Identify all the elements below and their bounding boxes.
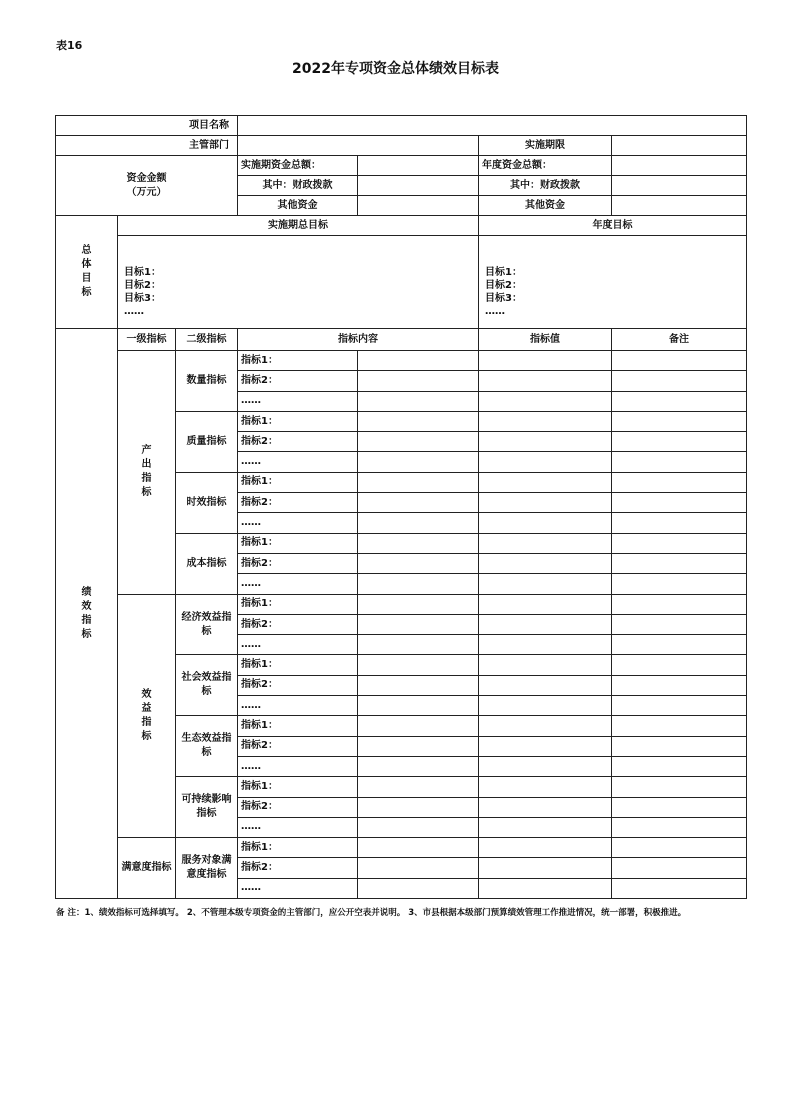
remark-cell[interactable]	[612, 411, 747, 431]
indicator-item-label: 指标1：	[238, 472, 358, 492]
period-total-label: 实施期资金总额：	[238, 156, 358, 176]
indicator-content-cell[interactable]	[358, 878, 479, 898]
level2-indicator: 生态效益指标	[176, 716, 238, 777]
dept-value[interactable]	[238, 136, 479, 156]
indicator-content-cell[interactable]	[358, 452, 479, 472]
indicator-item-label: 指标2：	[238, 797, 358, 817]
remark-cell[interactable]	[612, 838, 747, 858]
indicator-content-cell[interactable]	[358, 635, 479, 655]
performance-target-table	[55, 115, 747, 899]
indicator-value-cell[interactable]	[479, 675, 612, 695]
label-char: 益	[141, 702, 152, 714]
indicator-item-label: 指标2：	[238, 371, 358, 391]
goal-item: ……	[124, 306, 144, 317]
label-char: 总	[81, 245, 92, 256]
indicator-content-cell[interactable]	[358, 736, 479, 756]
indicator-item-label: ……	[238, 391, 358, 411]
remark-cell[interactable]	[612, 675, 747, 695]
indicator-item-label: ……	[238, 696, 358, 716]
performance-indicator-label	[56, 329, 118, 899]
label-char: 指	[81, 614, 92, 626]
indicator-item-label: 指标1：	[238, 351, 358, 371]
indicator-item-label: 指标1：	[238, 716, 358, 736]
indicator-content-cell[interactable]	[358, 411, 479, 431]
indicator-value-cell[interactable]	[479, 533, 612, 553]
indicator-item-label: ……	[238, 574, 358, 594]
indicator-item-label: 指标1：	[238, 411, 358, 431]
indicator-item-label: 指标2：	[238, 675, 358, 695]
remark-cell[interactable]	[612, 472, 747, 492]
indicator-value-cell[interactable]	[479, 655, 612, 675]
indicator-content-cell[interactable]	[358, 777, 479, 797]
header-remark: 备注	[612, 329, 747, 351]
header-value: 指标值	[479, 329, 612, 351]
indicator-content-cell[interactable]	[358, 351, 479, 371]
indicator-content-cell[interactable]	[358, 817, 479, 837]
indicator-value-cell[interactable]	[479, 777, 612, 797]
period-other-label: 其他资金	[238, 196, 358, 216]
level1-indicator	[118, 594, 176, 838]
label-char: 满意度指标	[121, 862, 172, 874]
indicator-item-label: 指标1：	[238, 655, 358, 675]
annual-other-value[interactable]	[612, 196, 747, 216]
level2-indicator: 可持续影响指标	[176, 777, 238, 838]
indicator-value-cell[interactable]	[479, 472, 612, 492]
header-level2: 二级指标	[176, 329, 238, 351]
indicator-item-label: 指标1：	[238, 838, 358, 858]
remark-cell[interactable]	[612, 391, 747, 411]
indicator-content-cell[interactable]	[358, 533, 479, 553]
indicator-item-label: 指标1：	[238, 594, 358, 614]
remark-cell[interactable]	[612, 614, 747, 634]
remark-cell[interactable]	[612, 432, 747, 452]
period-fiscal-value[interactable]	[358, 176, 479, 196]
label-char: 绩	[81, 586, 92, 598]
remark-cell[interactable]	[612, 594, 747, 614]
indicator-content-cell[interactable]	[358, 574, 479, 594]
remark-cell[interactable]	[612, 351, 747, 371]
project-name-label: 项目名称	[56, 116, 238, 136]
indicator-item-label: 指标2：	[238, 858, 358, 878]
goal-item: 目标2：	[485, 280, 522, 291]
remark-cell[interactable]	[612, 553, 747, 573]
indicator-value-cell[interactable]	[479, 391, 612, 411]
period-total-value[interactable]	[358, 156, 479, 176]
indicator-content-cell[interactable]	[358, 493, 479, 513]
indicator-content-cell[interactable]	[358, 838, 479, 858]
label-char: 标	[81, 628, 92, 640]
indicator-item-label: ……	[238, 635, 358, 655]
indicator-content-cell[interactable]	[358, 675, 479, 695]
indicator-value-cell[interactable]	[479, 614, 612, 634]
footnote: 备 注：1、绩效指标可选择填写。 2、不管理本级专项资金的主管部门，应公开空表并说明。 3、市县根据本级部门预算绩效管理工作推进情况，统一部署，积极推进。	[56, 908, 687, 918]
level2-indicator: 社会效益指标	[176, 655, 238, 716]
annual-fiscal-label: 其中：财政拨款	[479, 176, 612, 196]
remark-cell[interactable]	[612, 493, 747, 513]
remark-cell[interactable]	[612, 452, 747, 472]
remark-cell[interactable]	[612, 371, 747, 391]
goal-item: ……	[485, 306, 506, 317]
indicator-item-label: ……	[238, 878, 358, 898]
indicator-content-cell[interactable]	[358, 716, 479, 736]
level2-indicator: 质量指标	[176, 411, 238, 472]
remark-cell[interactable]	[612, 817, 747, 837]
indicator-value-cell[interactable]	[479, 553, 612, 573]
form-title: 2022年专项资金总体绩效目标表	[292, 61, 499, 77]
level2-indicator: 经济效益指标	[176, 594, 238, 655]
level2-indicator: 成本指标	[176, 533, 238, 594]
indicator-value-cell[interactable]	[479, 574, 612, 594]
header-content: 指标内容	[238, 329, 479, 351]
fund-amount-label	[56, 156, 238, 216]
goal-item: 目标1：	[124, 267, 161, 278]
annual-goal-header: 年度目标	[479, 216, 747, 236]
remark-cell[interactable]	[612, 777, 747, 797]
annual-other-label: 其他资金	[479, 196, 612, 216]
indicator-value-cell[interactable]	[479, 838, 612, 858]
remark-cell[interactable]	[612, 635, 747, 655]
label-char: 出	[141, 459, 152, 471]
indicator-value-cell[interactable]	[479, 696, 612, 716]
remark-cell[interactable]	[612, 655, 747, 675]
label-char: 指	[141, 473, 152, 485]
label-char: 体	[81, 259, 92, 270]
annual-total-value[interactable]	[612, 156, 747, 176]
indicator-content-cell[interactable]	[358, 696, 479, 716]
remark-cell[interactable]	[612, 878, 747, 898]
remark-cell[interactable]	[612, 797, 747, 817]
period-goal-content[interactable]	[118, 236, 479, 329]
label-char: 标	[81, 287, 92, 298]
indicator-content-cell[interactable]	[358, 391, 479, 411]
goal-item: 目标2：	[124, 280, 161, 291]
indicator-content-cell[interactable]	[358, 472, 479, 492]
header-level1: 一级指标	[118, 329, 176, 351]
indicator-value-cell[interactable]	[479, 756, 612, 776]
period-goal-header: 实施期总目标	[118, 216, 479, 236]
indicator-value-cell[interactable]	[479, 411, 612, 431]
indicator-content-cell[interactable]	[358, 614, 479, 634]
indicator-item-label: 指标2：	[238, 432, 358, 452]
label-char: 目	[81, 273, 92, 284]
label-char: 标	[141, 487, 152, 499]
indicator-content-cell[interactable]	[358, 797, 479, 817]
indicator-value-cell[interactable]	[479, 817, 612, 837]
fund-amount-text: 资金金额	[126, 172, 167, 184]
indicator-value-cell[interactable]	[479, 594, 612, 614]
remark-cell[interactable]	[612, 574, 747, 594]
level2-indicator: 数量指标	[176, 351, 238, 412]
indicator-item-label: 指标1：	[238, 533, 358, 553]
period-fiscal-label: 其中：财政拨款	[238, 176, 358, 196]
indicator-content-cell[interactable]	[358, 594, 479, 614]
remark-cell[interactable]	[612, 858, 747, 878]
label-char: 效	[141, 688, 152, 700]
indicator-item-label: ……	[238, 452, 358, 472]
indicator-value-cell[interactable]	[479, 452, 612, 472]
fund-unit-text: （万元）	[126, 186, 167, 198]
level1-indicator	[118, 838, 176, 899]
indicator-value-cell[interactable]	[479, 716, 612, 736]
remark-cell[interactable]	[612, 756, 747, 776]
indicator-value-cell[interactable]	[479, 493, 612, 513]
overall-goal-label	[56, 216, 118, 329]
indicator-content-cell[interactable]	[358, 432, 479, 452]
indicator-content-cell[interactable]	[358, 513, 479, 533]
goal-item: 目标3：	[124, 293, 161, 304]
period-label: 实施期限	[479, 136, 612, 156]
dept-label: 主管部门	[56, 136, 238, 156]
indicator-item-label: ……	[238, 817, 358, 837]
remark-cell[interactable]	[612, 736, 747, 756]
indicator-content-cell[interactable]	[358, 858, 479, 878]
level2-indicator: 服务对象满意度指标	[176, 838, 238, 899]
label-char: 标	[141, 730, 152, 742]
indicator-value-cell[interactable]	[479, 878, 612, 898]
annual-fiscal-value[interactable]	[612, 176, 747, 196]
indicator-value-cell[interactable]	[479, 797, 612, 817]
annual-total-label: 年度资金总额：	[479, 156, 612, 176]
remark-cell[interactable]	[612, 533, 747, 553]
goal-item: 目标1：	[485, 267, 522, 278]
annual-goal-content[interactable]	[479, 236, 747, 329]
label-char: 效	[81, 600, 92, 612]
indicator-content-cell[interactable]	[358, 655, 479, 675]
table-number: 表16	[56, 39, 83, 52]
level2-indicator: 时效指标	[176, 472, 238, 533]
indicator-item-label: ……	[238, 513, 358, 533]
indicator-value-cell[interactable]	[479, 371, 612, 391]
indicator-value-cell[interactable]	[479, 432, 612, 452]
remark-cell[interactable]	[612, 716, 747, 736]
period-value[interactable]	[612, 136, 747, 156]
goal-item: 目标3：	[485, 293, 522, 304]
indicator-value-cell[interactable]	[479, 736, 612, 756]
indicator-item-label: ……	[238, 756, 358, 776]
indicator-content-cell[interactable]	[358, 756, 479, 776]
indicator-item-label: 指标2：	[238, 736, 358, 756]
indicator-item-label: 指标2：	[238, 553, 358, 573]
indicator-item-label: 指标2：	[238, 493, 358, 513]
period-other-value[interactable]	[358, 196, 479, 216]
project-name-value[interactable]	[238, 116, 747, 136]
label-char: 产	[141, 445, 152, 457]
indicator-item-label: 指标1：	[238, 777, 358, 797]
level1-indicator	[118, 351, 176, 595]
label-char: 指	[141, 716, 152, 728]
indicator-value-cell[interactable]	[479, 351, 612, 371]
remark-cell[interactable]	[612, 513, 747, 533]
indicator-content-cell[interactable]	[358, 553, 479, 573]
indicator-item-label: 指标2：	[238, 614, 358, 634]
remark-cell[interactable]	[612, 696, 747, 716]
indicator-value-cell[interactable]	[479, 858, 612, 878]
indicator-value-cell[interactable]	[479, 635, 612, 655]
indicator-value-cell[interactable]	[479, 513, 612, 533]
indicator-content-cell[interactable]	[358, 371, 479, 391]
